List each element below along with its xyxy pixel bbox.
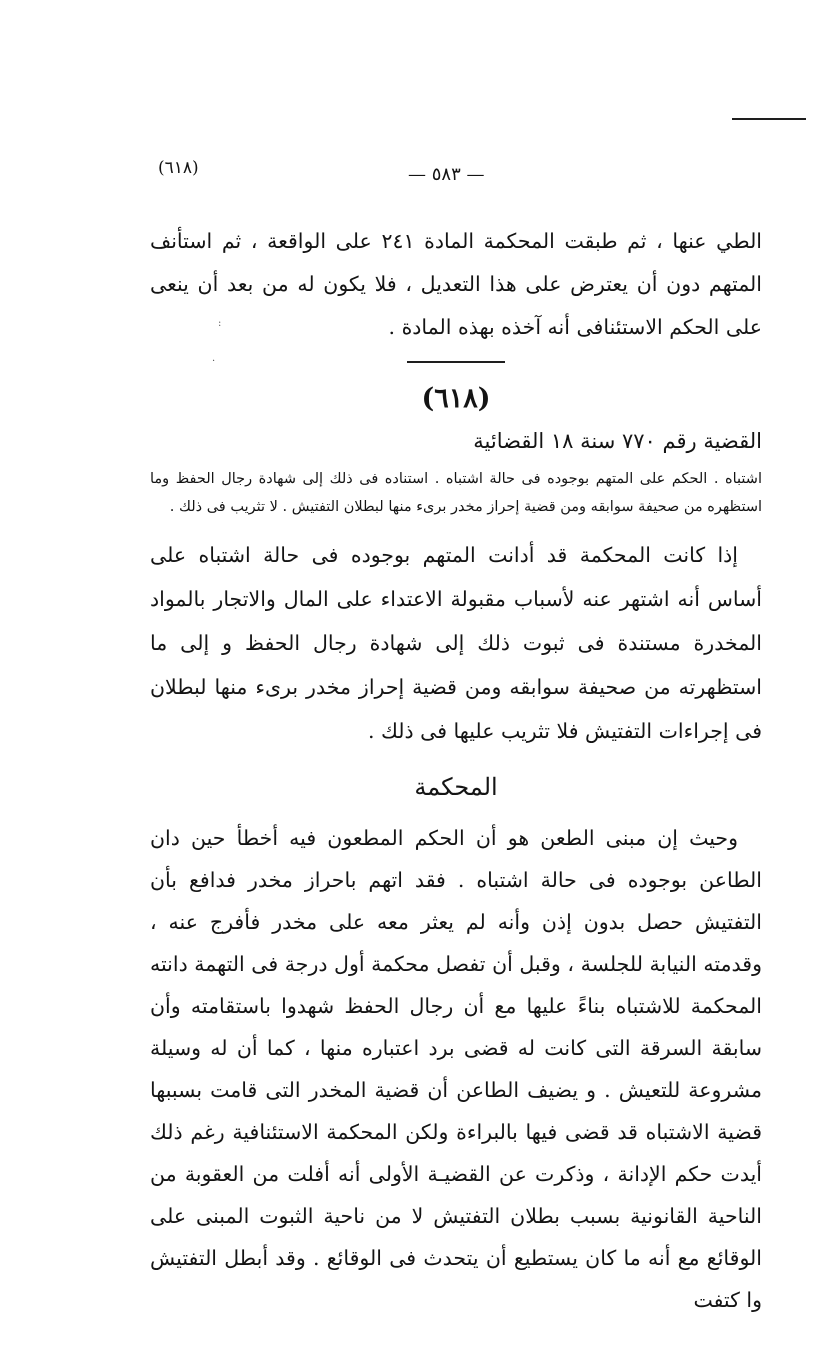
header-case-marker: (٦١٨) — [158, 158, 199, 178]
court-heading: المحكمة — [414, 773, 498, 801]
document-content — [150, 220, 762, 1321]
speck-mark: : — [218, 318, 222, 329]
page-number: — ٥٨٣ — — [408, 164, 485, 185]
case-reference: القضية رقم ٧٧٠ سنة ١٨ القضائية — [473, 429, 762, 453]
court-paragraph: وحيث إن مبنى الطعن هو أن الحكم المطعون فيه أخطأ حين دان الطاعن بوجوده فى حالة اشتباه . فقد اتهم باحراز مخدر فدافع بأن التفتيش حصل بدون إذن وأنه لم يعثر معه على مخدر فأفرج عنه ، وقدمته النيابة للجلسة ، وقبل أن تفصل محكمة أول درجة فى التهمة دانته المحكمة للاشتباه بناءً عليها مع أن رجال الحفظ شهدوا باستقامته وأن سابقة السرقة التى كانت له قضى برد اعتباره منها ، كما أن له وسيلة مشروعة للتعيش . و يضيف الطاعن أن قضية المخدر التى قامت بسببها قضية الاشتباه قد قضى فيها بالبراءة ولكن المحكمة الاستئنافية رغم ذلك أيدت حكم الإدانة ، وذكرت عن القضيـة الأولى أنه أفلت من العقوبة من الناحية القانونية بسبب بطلان التفتيش لا من ناحية الثبوت المبنى على الوقائع مع أنه ما كان يستطيع أن يتحدث فى الوقائع . وقد أبطل التفتيش وا كتفت — [150, 826, 762, 1312]
corner-rule — [732, 118, 806, 120]
speck-mark: · — [212, 356, 216, 367]
intro-paragraph: الطي عنها ، ثم طبقت المحكمة المادة ٢٤١ على الواقعة ، ثم استأنف المتهم دون أن يعترض على هذا التعديل ، فلا يكون له من بعد أن ينعى على الحكم الاستئنافى أنه آخذه بهذه المادة . — [150, 229, 763, 339]
case-summary: اشتباه . الحكم على المتهم بوجوده فى حالة اشتباه . استناده فى ذلك إلى شهادة رجال الحفظ وما استظهره من صحيفة سوابقه ومن قضية إحراز مخدر برىء منها لبطلان التفتيش . لا تثريب فى ذلك . — [150, 471, 762, 515]
section-divider — [407, 361, 505, 363]
ruling-paragraph: إذا كانت المحكمة قد أدانت المتهم بوجوده فى حالة اشتباه على أساس أنه اشتهر عنه لأسباب مقبولة الاعتداء على المال والاتجار بالمواد المخدرة مستندة فى ثبوت ذلك إلى شهادة رجال الحفظ و إلى ما استظهرته من صحيفة سوابقه ومن قضية إحراز مخدر برىء منها لبطلان فى إجراءات التفتيش فلا تثريب عليها فى ذلك . — [150, 543, 762, 743]
case-number: (٦١٨) — [421, 383, 491, 414]
